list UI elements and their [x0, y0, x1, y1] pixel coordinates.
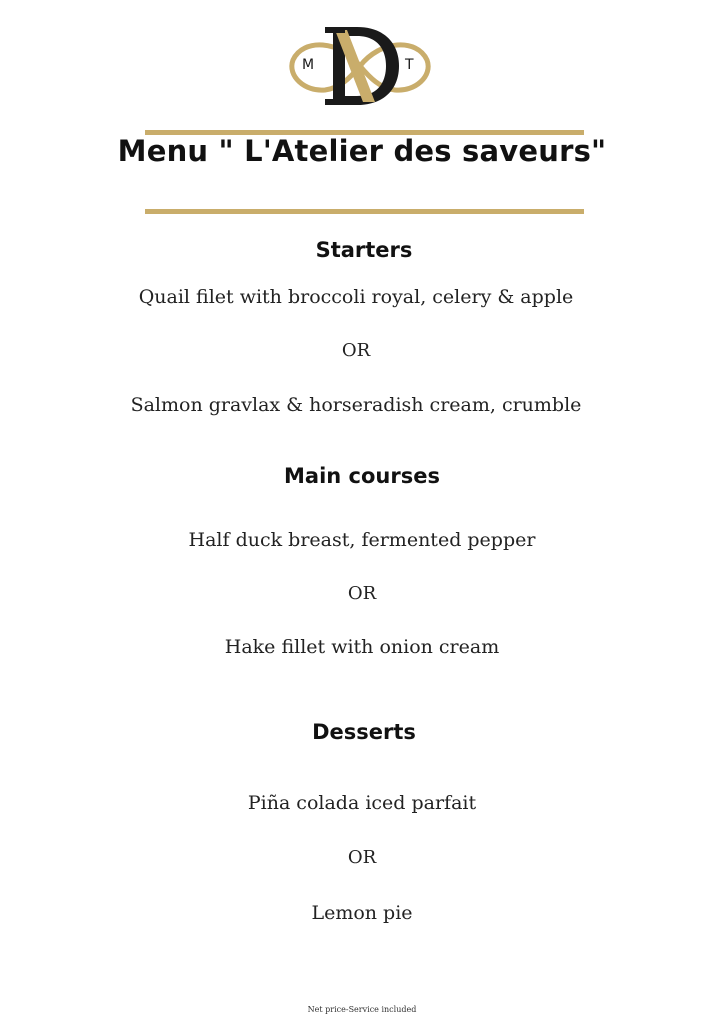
main-or: OR [347, 583, 377, 604]
brand-logo [285, 20, 435, 112]
main-option-1: Half duck breast, fermented pepper [188, 529, 536, 551]
starter-option-2: Salmon gravlax & horseradish cream, crumble [130, 394, 582, 416]
footer-note: Net price-Service included [307, 1005, 417, 1014]
starter-option-1: Quail filet with broccoli royal, celery & apple [138, 286, 574, 308]
page-title: Menu " L'Atelier des saveurs" [117, 134, 607, 168]
logo-letter-m: M [302, 57, 315, 73]
section-heading-starters: Starters [315, 238, 413, 262]
section-heading-main-courses: Main courses [284, 464, 440, 488]
logo-letter-t: T [405, 57, 414, 73]
dessert-option-2: Lemon pie [311, 902, 413, 924]
section-heading-desserts: Desserts [312, 720, 416, 744]
main-option-2: Hake fillet with onion cream [224, 636, 500, 658]
dessert-or: OR [347, 847, 377, 868]
starter-or: OR [341, 340, 371, 361]
dessert-option-1: Piña colada iced parfait [247, 792, 477, 814]
title-rule-bottom [145, 209, 584, 214]
